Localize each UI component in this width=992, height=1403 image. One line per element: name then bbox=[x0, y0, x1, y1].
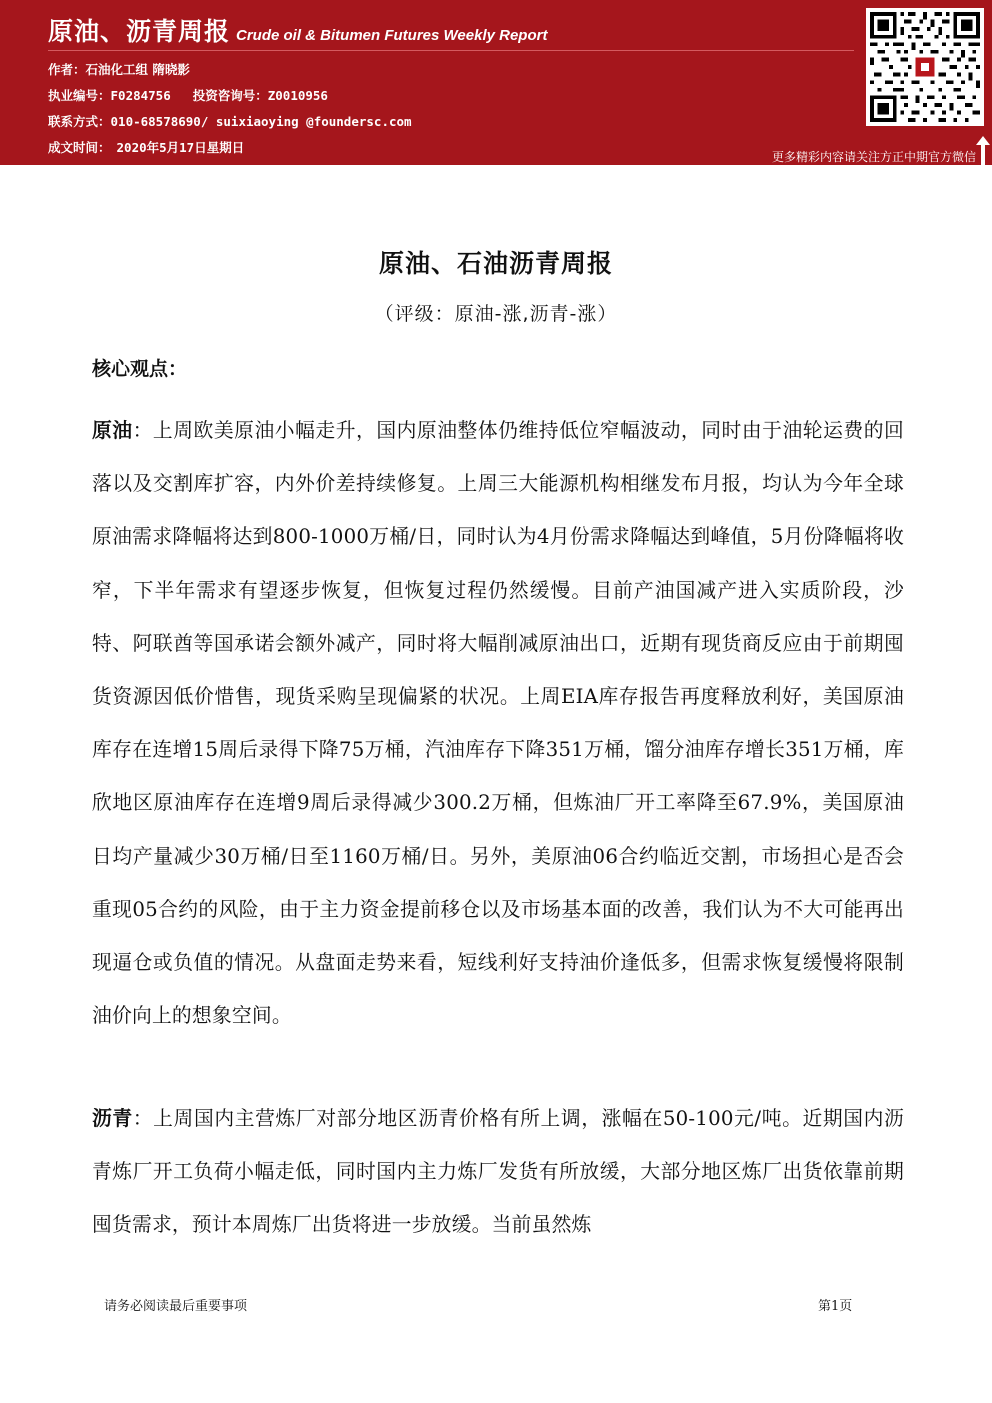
date-label: 成文时间： bbox=[48, 140, 111, 155]
header-divider bbox=[48, 50, 854, 51]
author-line bbox=[48, 60, 190, 78]
date-value: 2020年5月17日星期日 bbox=[116, 140, 245, 155]
crude-oil-lead: 原油 bbox=[92, 419, 133, 442]
consult-value: Z0010956 bbox=[267, 88, 328, 103]
report-header bbox=[0, 0, 992, 165]
footer-notice: 请务必阅读最后重要事项 bbox=[104, 1299, 248, 1314]
author-label: 作者： bbox=[48, 62, 86, 77]
arrow-up-icon bbox=[976, 136, 990, 166]
author-value: 石油化工组 隋晓影 bbox=[85, 62, 190, 77]
core-view-label: 核心观点： bbox=[92, 358, 188, 380]
consult-label: 投资咨询号： bbox=[192, 88, 268, 103]
bitumen-text: ：上周国内主营炼厂对部分地区沥青价格有所上调，涨幅在50-100元/吨。近期国内沥青炼厂开工负荷小幅走低，同时国内主力炼厂发货有所放缓，大部分地区炼厂出货依靠前期囤货需求，预计本周炼厂出货将进一步放缓。当前虽然炼 bbox=[92, 1107, 904, 1237]
report-header-title bbox=[48, 12, 547, 48]
document-title: 原油、石油沥青周报 bbox=[378, 249, 613, 278]
contact-value: 010-68578690/ suixiaoying @foundersc.com bbox=[110, 114, 412, 129]
follow-bar bbox=[0, 145, 992, 165]
crude-oil-paragraph bbox=[92, 404, 904, 1149]
qr-code-icon bbox=[870, 12, 980, 122]
bitumen-lead: 沥青 bbox=[92, 1107, 133, 1130]
bitumen-paragraph bbox=[92, 1092, 904, 1252]
crude-oil-text: ：上周欧美原油小幅走升，国内原油整体仍维持低位窄幅波动，同时由于油轮运费的回落以及交割库扩容，内外价差持续修复。上周三大能源机构相继发布月报，均认为今年全球原油需求降幅将达到800-1000万桶/日，同时认为4月份需求降幅达到峰值，5月份降幅将收窄，下半年需求有望逐步恢复，但恢复过程仍然缓慢。目前产油国减产进入实质阶段，沙特、阿联酋等国承诺会额外减产，同时将大幅削减原油出口，近期有现货商反应由于前期囤货资源因低价惜售，现货采购呈现偏紧的状况。上周EIA库存报告再度释放利好，美国原油库存在连增15周后录得下降75万桶，汽油库存下降351万桶，馏分油库存增长351万桶，库欣地区原油库存在连增9周后录得减少300.2万桶，但炼油厂开工率降至67.9%，美国原油日均产量减少30万桶/日至1160万桶/日。另外，美原油06合约临近交割，市场担心是否会重现05合约的风险，由于主力资金提前移仓以及市场基本面的改善，我们认为不大可能再出现逼仓或负值的情况。从盘面走势来看，短线利好支持油价逢低多，但需求恢复缓慢将限制油价向上的想象空间。 bbox=[92, 419, 904, 1028]
header-title-cn: 原油、沥青周报 bbox=[48, 17, 231, 46]
contact-label: 联系方式： bbox=[48, 114, 111, 129]
license-line bbox=[48, 86, 328, 104]
wechat-qr-code bbox=[866, 8, 984, 126]
footer-page-number: 第1页 bbox=[818, 1299, 853, 1314]
license-label: 执业编号： bbox=[48, 88, 111, 103]
header-title-en: Crude oil & Bitumen Futures Weekly Report bbox=[236, 27, 548, 44]
license-value: F0284756 bbox=[110, 88, 171, 103]
follow-wechat-text: 更多精彩内容请关注方正中期官方微信 bbox=[771, 150, 976, 164]
document-rating: （评级：原油-涨,沥青-涨） bbox=[374, 303, 618, 325]
contact-line bbox=[48, 112, 412, 130]
